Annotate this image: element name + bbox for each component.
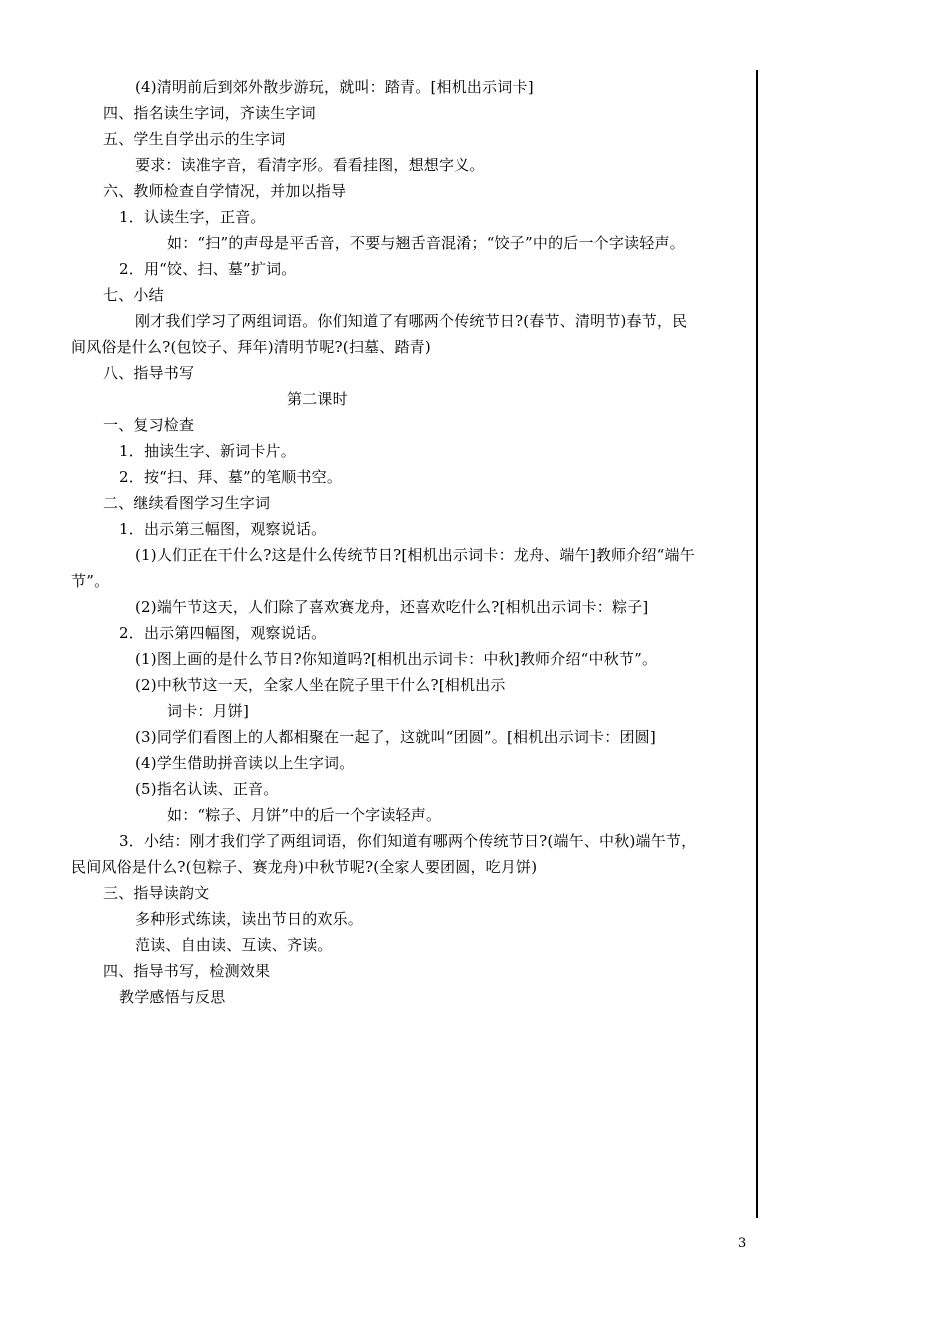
text-line: (4)清明前后到郊外散步游玩，就叫：踏青。[相机出示词卡] <box>135 78 534 96</box>
text-line: 如：“粽子、月饼”中的后一个字读轻声。 <box>167 806 442 824</box>
reflection-heading: 教学感悟与反思 <box>119 988 226 1006</box>
text-line: 2．用“饺、扫、墓”扩词。 <box>119 260 297 278</box>
text-line: 1．出示第三幅图，观察说话。 <box>119 520 327 538</box>
text-line: 3．小结：刚才我们学了两组词语，你们知道有哪两个传统节日?(端午、中秋)端午节， <box>119 832 697 850</box>
text-line: 要求：读准字音，看清字形。看看挂图，想想字义。 <box>135 156 485 174</box>
text-line: 刚才我们学习了两组词语。你们知道了有哪两个传统节日?(春节、清明节)春节，民 <box>135 312 688 330</box>
section-heading: 五、学生自学出示的生字词 <box>103 130 286 148</box>
section-heading: 六、教师检查自学情况，并加以指导 <box>103 182 347 200</box>
page-number: 3 <box>738 1236 747 1251</box>
text-line: 节”。 <box>71 572 110 590</box>
section-heading: 四、指名读生字词，齐读生字词 <box>103 104 316 122</box>
section-heading: 七、小结 <box>103 286 164 304</box>
text-line: (1)图上画的是什么节日?你知道吗?[相机出示词卡：中秋]教师介绍“中秋节”。 <box>135 650 658 668</box>
text-line: 如：“扫”的声母是平舌音，不要与翘舌音混淆；“饺子”中的后一个字读轻声。 <box>167 234 685 252</box>
text-line: (1)人们正在干什么?这是什么传统节日?[相机出示词卡：龙舟、端午]教师介绍“端午 <box>135 546 695 564</box>
text-line: 范读、自由读、互读、齐读。 <box>135 936 333 954</box>
text-line: (4)学生借助拼音读以上生字词。 <box>135 754 355 772</box>
lesson-title: 第二课时 <box>287 390 348 408</box>
text-line: 词卡：月饼] <box>167 702 250 720</box>
text-line: 2．出示第四幅图，观察说话。 <box>119 624 327 642</box>
text-line: 间风俗是什么?(包饺子、拜年)清明节呢?(扫墓、踏青) <box>71 338 431 356</box>
text-line: (2)端午节这天，人们除了喜欢赛龙舟，还喜欢吃什么?[相机出示词卡：粽子] <box>135 598 649 616</box>
text-line: 1．认读生字，正音。 <box>119 208 266 226</box>
text-line: 多种形式练读，读出节日的欢乐。 <box>135 910 364 928</box>
text-line: (5)指名认读、正音。 <box>135 780 279 798</box>
text-line: 1．抽读生字、新词卡片。 <box>119 442 296 460</box>
text-line: 2．按“扫、拜、墓”的笔顺书空。 <box>119 468 343 486</box>
section-heading: 二、继续看图学习生字词 <box>103 494 271 512</box>
text-line: (2)中秋节这一天，全家人坐在院子里干什么?[相机出示 <box>135 676 506 694</box>
section-heading: 四、指导书写，检测效果 <box>103 962 271 980</box>
section-heading: 一、复习检查 <box>103 416 195 434</box>
text-line: 民间风俗是什么?(包粽子、赛龙舟)中秋节呢?(全家人要团圆，吃月饼) <box>71 858 538 876</box>
margin-rule <box>756 70 758 1218</box>
text-line: (3)同学们看图上的人都相聚在一起了，这就叫“团圆”。[相机出示词卡：团圆] <box>135 728 656 746</box>
section-heading: 三、指导读韵文 <box>103 884 210 902</box>
section-heading: 八、指导书写 <box>103 364 195 382</box>
